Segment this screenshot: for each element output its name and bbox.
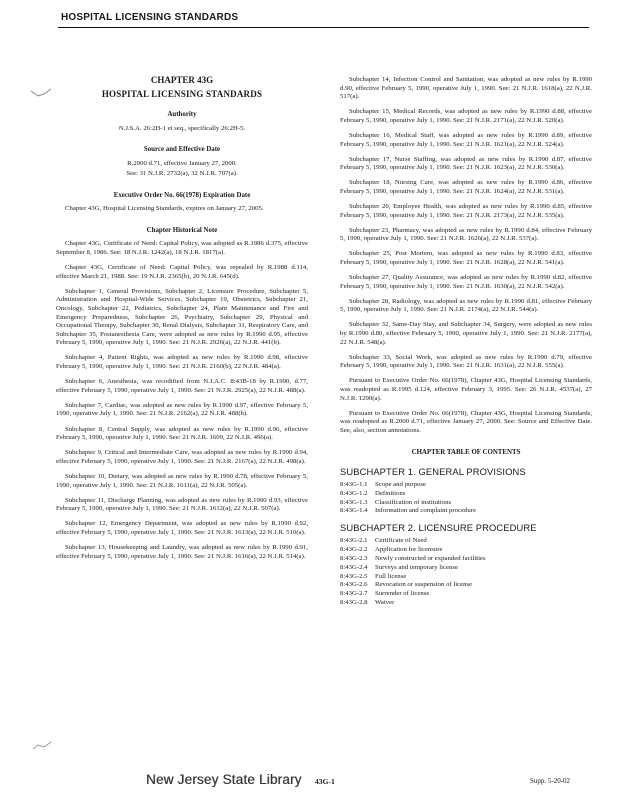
library-stamp: New Jersey State Library xyxy=(146,772,302,787)
history-paragraph: Subchapter 20, Employee Health, was adopted as new rules by R.1990 d.85, effective February 5, 1990, operative July 1, 1990. See: 21 N.J.R. 2173(a), 22 N.J.R. 535(a). xyxy=(340,203,592,219)
section-number: 8:43G-2.1 xyxy=(340,536,368,544)
section-number: 8:43G-2.7 xyxy=(340,590,368,598)
history-paragraph: Subchapter 13, Housekeeping and Laundry, was adopted as new rules by R.1990 d.91, effective February 5, 1990, operative July 1, 1990. See: 21 N.J.R. 1616(a), 22 N.J.R. 514(a). xyxy=(56,543,308,560)
section-title: Surrender of license xyxy=(375,590,430,598)
history-paragraph: Subchapter 15, Medical Records, was adopted as new rules by R.1990 d.88, effective February 5, 1990, operative July 1, 1990. See: 21 N.J.R. 2171(a), 22 N.J.R. 520(a). xyxy=(340,108,592,124)
authority-text: N.J.S.A. 26:2H-1 et seq., specifically 26:2H-5. xyxy=(118,124,246,132)
toc-row xyxy=(340,599,592,608)
expiration-block xyxy=(56,192,308,214)
section-number: 8:43G-2.6 xyxy=(340,581,368,589)
history-paragraph: Chapter 43G, Certificate of Need: Capital Policy, was repealed by R.1988 d.114, effective March 21, 1988. See: 19 N.J.R. 2365(b), 20 N.J.R. 645(d). xyxy=(56,264,308,280)
history-paragraph: Subchapter 16, Medical Staff, was adopted as new rules by R.1990 d.89, effective February 5, 1990, operative July 1, 1990. See: 21 N.J.R. 1621(a), 22 N.J.R. 524(a). xyxy=(340,131,592,148)
history-paragraph: Subchapter 10, Dietary, was adopted as new rules by R.1990 d.78, effective February 5, 1990, operative July 1, 1990. See: 21 N.J.R. 1611(a), 22 N.J.R. 505(a). xyxy=(56,472,308,489)
history-paragraph: Subchapter 12, Emergency Department, was adopted as new rules by R.1990 d.92, effective February 5, 1990, operative July 1, 1990. See: 21 N.J.R. 1613(a), 22 N.J.R. 510(a). xyxy=(56,520,308,536)
section-number: 8:43G-1.1 xyxy=(340,480,368,488)
section-title: Revocation or suspension of license xyxy=(375,581,473,589)
section-number: 8:43G-1.4 xyxy=(340,507,368,515)
history-paragraph: Chapter 43G, Certificate of Need: Capital Policy, was adopted as R.1986 d.375, effective September 8, 1986. See: 18 N.J.R. 1242(a), 18 N.J.R. 1817(a). xyxy=(56,240,308,257)
header-rule xyxy=(58,27,589,28)
section-number: 8:43G-2.4 xyxy=(340,563,368,571)
history-paragraph: Subchapter 1, General Provisions, Subchapter 2, Licensure Procedure, Subchapter 5, Administration and Hospital-Wide Services, Subchapter 19, Obstetrics, Subchapter 21, Oncology, Subchapter 22, Pediatrics, Subchapter 24, Plant Maintenance and Fire and Emergency Preparedness, Subchapter 26, Psychiatry, Subchapter 29, Physical and Occupational Therapy, Subchapter 30, Renal Dialysis, Subchapter 31, Respiratory Care, and Subchapter 35, Postanesthesia Care, were adopted as new rules by R.1990 d.95, effective February 5, 1990, operative July 1, 1990. See: 21 N.J.R. 2926(a), 22 N.J.R. 441(b). xyxy=(56,287,308,347)
toc-row xyxy=(340,499,592,508)
history-paragraph: Subchapter 33, Social Work, was adopted as new rules by R.1990 d.79, effective February 5, 1990, operative July 1, 1990. See: 21 N.J.R. 1631(a), 22 N.J.R. 555(a). xyxy=(340,353,592,370)
toc-row xyxy=(340,546,592,555)
history-paragraph: Subchapter 9, Critical and Intermediate Care, was adopted as new rules by R.1990 d.94, effective February 5, 1990, operative July 1, 1990. See: 21 N.J.R. 2167(a), 22 N.J.R. 498(a). xyxy=(56,449,308,465)
page-number: 43G-1 xyxy=(315,777,335,786)
left-column xyxy=(56,76,308,568)
subchapter-title: SUBCHAPTER 2. LICENSURE PROCEDURE xyxy=(340,522,537,534)
section-title: Surveys and temporary license xyxy=(375,563,459,571)
section-title: Classification of institutions xyxy=(375,498,452,506)
section-title: Full license xyxy=(375,572,407,580)
toc-row xyxy=(340,573,592,582)
section-number: 8:43G-1.3 xyxy=(340,498,368,506)
history-paragraph: Subchapter 8, Central Supply, was adopted as new rules by R.1990 d.96, effective February 5, 1990, operative July 1, 1990. See: 21 N.J.R. 1609, 22 N.J.R. 496(a). xyxy=(56,425,308,442)
source-line: See: 31 N.J.R. 2732(a), 32 N.J.R. 707(a). xyxy=(126,170,238,178)
margin-pencil-mark-icon xyxy=(32,741,52,751)
supplement-date: Supp. 5-20-02 xyxy=(530,777,571,785)
history-paragraph: Subchapter 23, Pharmacy, was adopted as new rules by R.1990 d.84, effective February 5, 1990, operative July 1, 1990. See: 21 N.J.R. 1626(a), 22 N.J.R. 537(a). xyxy=(340,226,592,243)
history-paragraph: Subchapter 17, Nurse Staffing, was adopted as new rules by R.1990 d.87, effective February 5, 1990, operative July 1, 1990. See: 21 N.J.R. 1623(a), 22 N.J.R. 530(a). xyxy=(340,155,592,172)
toc-row xyxy=(340,555,592,564)
running-header: HOSPITAL LICENSING STANDARDS xyxy=(61,12,239,23)
expiration-text: Chapter 43G, Hospital Licensing Standards, expires on January 27, 2005. xyxy=(65,205,264,213)
section-title: Application for licensure xyxy=(375,545,443,553)
history-paragraph: Subchapter 32, Same-Day Stay, and Subchapter 34, Surgery, were adopted as new rules by R.1990 d.80, effective February 5, 1990, operative July 1, 1990. See: 21 N.J.R. 2177(a), 22 N.J.R. 548(a). xyxy=(340,321,592,346)
section-title: Definitions xyxy=(375,489,406,497)
section-number: 8:43G-2.8 xyxy=(340,599,368,607)
history-paragraph: Subchapter 11, Discharge Planning, was adopted as new rules by R.1990 d.93, effective February 5, 1990, operative July 1, 1990. See: 21 N.J.R. 1612(a), 22 N.J.R. 507(a). xyxy=(56,496,308,513)
toc-row xyxy=(340,537,592,546)
history-paragraph: Subchapter 7, Cardiac, was adopted as new rules by R.1990 d.97, effective February 5, 1990, operative July 1, 1990. See: 21 N.J.R. 2162(a), 22 N.J.R. 488(b). xyxy=(56,401,308,418)
source-block xyxy=(56,146,308,178)
section-title: Scope and purpose xyxy=(375,480,426,488)
historical-note-heading: Chapter Historical Note xyxy=(146,226,218,234)
history-paragraph: Subchapter 6, Anesthesia, was recodified from N.J.A.C. 8:43B-18 by R.1990, d.77, effective February 5, 1990, operative July 1, 1990. See: 21 N.J.R. 2925(a), 22 N.J.R. 488(a). xyxy=(56,378,308,394)
source-heading: Source and Effective Date xyxy=(143,146,221,154)
toc-row xyxy=(340,564,592,573)
expiration-heading: Executive Order No. 66(1978) Expiration Date xyxy=(113,191,251,199)
toc-row xyxy=(340,507,592,516)
toc-row xyxy=(340,481,592,490)
toc-row xyxy=(340,590,592,599)
history-paragraph: Subchapter 4, Patient Rights, was adopted as new rules by R.1990 d.98, effective February 5, 1990, operative July 1, 1990. See: 21 N.J.R. 2160(b), 22 N.J.R. 484(a). xyxy=(56,354,308,371)
toc-subchapter xyxy=(340,524,592,608)
chapter-title: HOSPITAL LICENSING STANDARDS xyxy=(101,88,263,99)
source-line: R.2000 d.71, effective January 27, 2000. xyxy=(127,159,237,167)
section-number: 8:43G-2.2 xyxy=(340,545,368,553)
subchapter-title: SUBCHAPTER 1. GENERAL PROVISIONS xyxy=(340,466,526,478)
history-paragraph: Subchapter 25, Post Mortem, was adopted as new rules by R.1990 d.83, effective February 5, 1990, operative July 1, 1990. See: 21 N.J.R. 1628(a), 22 N.J.R. 541(a). xyxy=(340,250,592,266)
history-paragraph: Subchapter 14, Infection Control and Sanitation, was adopted as new rules by R.1990 d.90, effective February 5, 1990, operative July 1, 1990. See: 21 N.J.R. 1618(a), 22 N.J.R. 517(a). xyxy=(340,76,592,101)
history-paragraph: Subchapter 28, Radiology, was adopted as new rules by R.1990 d.81, effective February 5, 1990, operative July 1, 1990. See: 21 N.J.R. 2174(a), 22 N.J.R. 544(a). xyxy=(340,297,592,314)
toc-subchapter xyxy=(340,468,592,516)
history-paragraph: Subchapter 27, Quality Assurance, was adopted as new rules by R.1990 d.82, effective February 5, 1990, operative July 1, 1990. See: 21 N.J.R. 1630(a), 22 N.J.R. 542(a). xyxy=(340,274,592,290)
history-paragraph: Pursuant to Executive Order No. 66(1978), Chapter 43G, Hospital Licensing Standards, was readopted as R.1995 d.124, effective February 3, 1995. See: 26 N.J.R. 4537(a), 27 N.J.R. 1290(a). xyxy=(340,377,592,402)
section-title: Certificate of Need xyxy=(375,536,427,544)
section-title: Waiver xyxy=(375,599,395,607)
right-column xyxy=(340,76,592,608)
toc-row xyxy=(340,490,592,499)
section-number: 8:43G-1.2 xyxy=(340,489,368,497)
toc-row xyxy=(340,581,592,590)
history-paragraph: Subchapter 18, Nursing Care, was adopted as new rules by R.1990 d.86, effective February 5, 1990, operative July 1, 1990. See: 21 N.J.R. 1624(a), 22 N.J.R. 531(a). xyxy=(340,179,592,195)
section-title: Newly constructed or expanded facilities xyxy=(375,554,486,562)
margin-pencil-mark-icon xyxy=(30,88,52,100)
section-title: Information and complaint procedure xyxy=(375,507,477,515)
historical-note xyxy=(56,227,308,561)
section-number: 8:43G-2.3 xyxy=(340,554,368,562)
chapter-number: CHAPTER 43G xyxy=(150,75,214,85)
authority-heading: Authority xyxy=(167,111,197,119)
authority-block xyxy=(56,111,308,133)
history-paragraph: Pursuant to Executive Order No. 66(1978), Chapter 43G, Hospital Licensing Standards, was readopted as R.2000 d.71, effective January 27, 2000. See: Source and Effective Date. See, also, section annotations. xyxy=(340,409,592,434)
toc-heading: CHAPTER TABLE OF CONTENTS xyxy=(411,448,521,456)
section-number: 8:43G-2.5 xyxy=(340,572,368,580)
